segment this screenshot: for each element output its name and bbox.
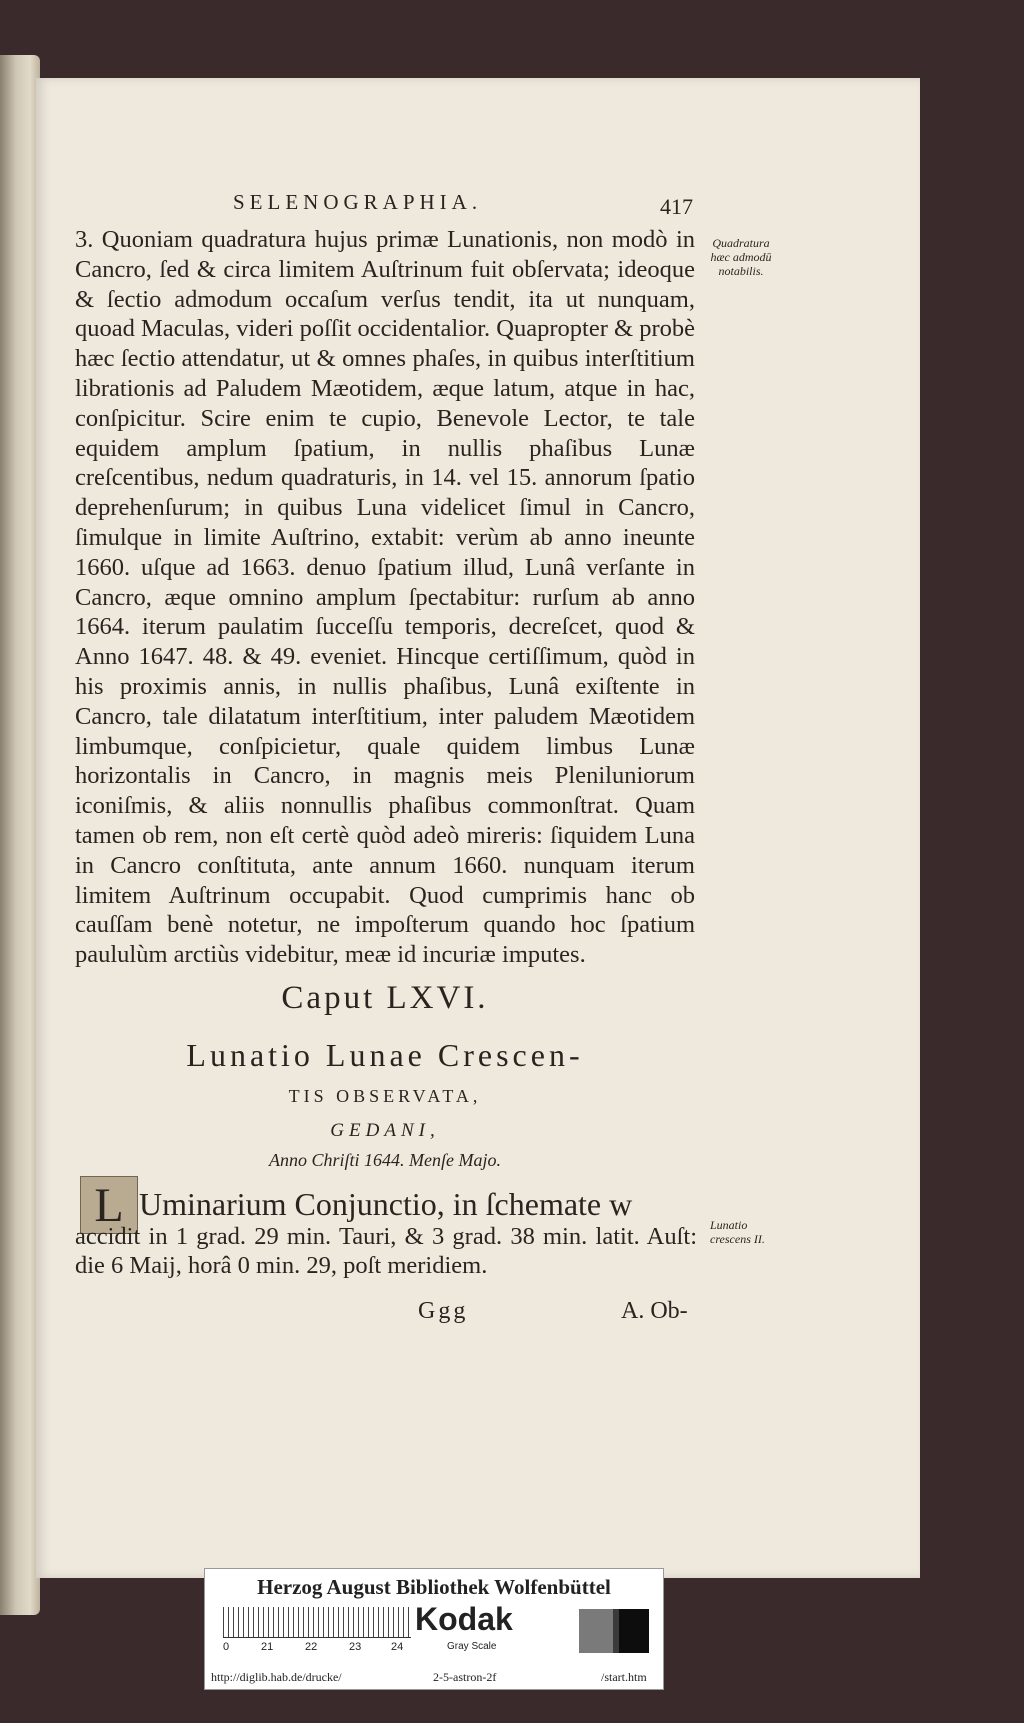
catchword: A. Ob- (621, 1298, 688, 1324)
ruler-number: 23 (349, 1641, 362, 1653)
gray-scale-label: Gray Scale (447, 1641, 497, 1652)
scale-ruler (223, 1607, 411, 1638)
signature-mark: Ggg (418, 1298, 469, 1324)
url-mid: 2-5-astron-2f (433, 1670, 497, 1684)
ruler-number: 24 (391, 1641, 404, 1653)
body-paragraph: 3. Quoniam quadratura hujus primæ Lunationis, non modò in Cancro, ſed & circa limitem Auſtrinum fuit obſervata; ideoque & ſectio admodum occaſum verſus tendit, ita ut nunquam, quoad Maculas, videri poſſit occidentalior. Quapropter & probè hæc ſectio attendatur, ut & omnes phaſes, in quibus interſtitium librationis ad Paludem Mæotidem, æque latum, atque in hac, conſpicitur. Scire enim te cupio, Benevole Lector, te tale equidem amplum ſpatium, in nullis phaſibus Lunæ creſcentibus, nedum quadraturis, in 14. vel 15. annorum ſpatio deprehenſurum; in quibus Luna videlicet ſimul in Cancro, ſimulque in limite Auſtrino, extabit: verùm ab anno ineunte 1660. uſque ad 1663. denuo ſpatium illud, Lunâ verſante in Cancro, æque omnino amplum ſpectabitur: rurſum ab anno 1664. iterum paulatim ſucceſſu temporis, decreſcet, quod & Anno 1647. 48. & 49. eveniet. Hincque certiſſimum, quòd in his proximis annis, in nullis phaſibus, Lunâ exiſtente in Cancro, tale dilatatum interſtitium, inter paludem Mæotidem limbumque, conſpicietur, quale quidem limbus Lunæ horizontalis in Cancro, in magnis meis Pleniluniorum iconiſmis, & aliis nonnullis phaſibus commonſtrat. Quam tamen ob rem, non eſt certè quòd adeò mireris: ſiquidem Luna in Cancro conſtituta, ante annum 1660. nunquam iterum limitem Auſtrinum occupabit. Quod cumprimis hanc ob cauſſam benè notetur, ne impoſterum quando hoc ſpatium paululùm arctiùs videbitur, meæ id incuriæ imputes. (75, 226, 695, 969)
ruler-number: 22 (305, 1641, 318, 1653)
chapter-subtitle-3: GEDANI, (330, 1120, 440, 1141)
url-left: http://diglib.hab.de/drucke/ (211, 1670, 342, 1684)
chapter-title: Caput LXVI. (281, 980, 489, 1016)
chapter-subtitle-4: Anno Chriſti 1644. Menſe Majo. (269, 1150, 501, 1170)
running-title: SELENOGRAPHIA. (233, 190, 483, 214)
ruler-number: 21 (261, 1641, 274, 1653)
ruler-number: 0 (223, 1641, 230, 1653)
chapter-first-paragraph (75, 1186, 697, 1280)
library-stamp (204, 1568, 664, 1690)
url-right: /start.htm (601, 1670, 647, 1684)
library-name: Herzog August Bibliothek Wolfenbüttel (257, 1575, 611, 1599)
chapter-subtitle-2: TIS OBSERVATA, (288, 1086, 482, 1106)
marginal-note-2: Lunatio crescens II. (710, 1218, 765, 1246)
stamp-url-row (205, 1665, 663, 1689)
paragraph-rest: accidit in 1 grad. 29 min. Tauri, & 3 grad. 38 min. latit. Auſt: die 6 Maij, horâ 0 min. 29, poſt meridiem. (75, 1223, 697, 1279)
adjacent-page-edge (0, 55, 40, 1615)
kodak-logo: Kodak (415, 1601, 513, 1637)
chapter-subtitle-1: Lunatio Lunae Crescen- (186, 1037, 584, 1073)
gray-patch (579, 1609, 613, 1653)
drop-cap-initial: L (80, 1176, 138, 1234)
paragraph-lead: Uminarium Conjunctio, in ſchemate w (139, 1186, 633, 1222)
gray-patch (619, 1609, 649, 1653)
page-number: 417 (660, 194, 693, 219)
marginal-note-1: Quadratura hæc admodū notabilis. (710, 236, 772, 278)
